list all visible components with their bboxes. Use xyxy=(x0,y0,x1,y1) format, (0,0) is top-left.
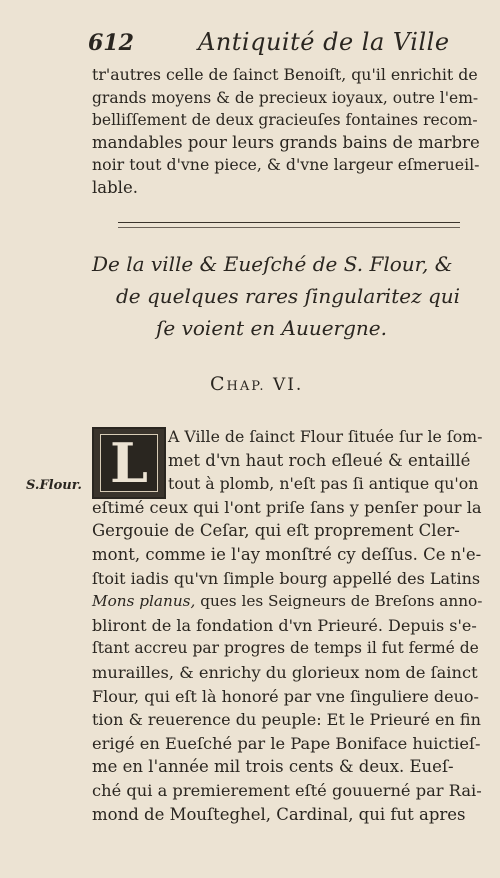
page-header xyxy=(88,22,478,62)
text-line: mandables pour leurs grands bains de marbre xyxy=(92,132,480,152)
text-line: met d'vn haut roch eſleué & entaillé xyxy=(168,450,471,470)
page-number: 612 xyxy=(88,30,134,56)
margin-note: S.Flour. xyxy=(26,478,82,493)
text-line: lable. xyxy=(92,177,138,197)
text-line: erigé en Eueſché par le Pape Boniface huictieſ- xyxy=(92,733,481,753)
text-line: mont, comme ie l'ay monſtré cy deſſus. Ce n'e- xyxy=(92,544,482,564)
section-divider-thin xyxy=(118,227,460,228)
text-line: belliſſement de deux gracieuſes fontaines recom- xyxy=(92,111,478,130)
title-line: de quelques rares ſingularitez qui xyxy=(116,284,461,308)
chapter-heading xyxy=(210,373,303,395)
chapter-initial: C xyxy=(210,373,227,395)
drop-cap-letter: L xyxy=(100,434,158,492)
text-line: ché qui a premierement eſté gouuerné par Rai- xyxy=(92,780,482,800)
text-line: Flour, qui eſt là honoré par vne ſinguliere deuo- xyxy=(92,686,479,706)
latin-phrase: Mons planus, xyxy=(92,592,196,611)
section-divider xyxy=(118,222,460,223)
text-line: grands moyens & de precieux ioyaux, outre l'em- xyxy=(92,88,479,107)
text-line: Gergouie de Ceſar, qui eſt proprement Cler- xyxy=(92,521,460,541)
text-line: noir tout d'vne piece, & d'vne largeur eſmerueil- xyxy=(92,155,480,175)
title-line: ſe voient en Auuergne. xyxy=(156,316,387,340)
text-line: bliront de la fondation d'vn Prieuré. Depuis s'e- xyxy=(92,615,477,635)
chapter-word: HAP. xyxy=(226,379,266,394)
text-line: eſtimé ceux qui l'ont priſe ſans y penſer pour la xyxy=(92,497,482,517)
text-line: ſtoit iadis qu'vn ſimple bourg appellé des Latins xyxy=(92,568,481,588)
text-line: A Ville de ſainct Flour ſituée ſur le ſom- xyxy=(168,427,483,446)
text-line: mond de Mouſteghel, Cardinal, qui fut apres xyxy=(92,804,466,824)
section-title xyxy=(92,248,484,344)
text-line: murailles, & enrichy du glorieux nom de ſainct xyxy=(92,662,478,682)
chapter-number: VI. xyxy=(272,375,304,395)
text-line: tion & reuerence du peuple: Et le Prieuré en fin xyxy=(92,710,481,730)
text-line-rest: ques les Seigneurs de Breſons anno- xyxy=(200,592,483,611)
previous-chapter-text xyxy=(92,64,480,200)
text-line: tout à plomb, n'eſt pas ſi antique qu'on xyxy=(168,474,479,494)
chapter-body-text xyxy=(92,425,482,826)
text-line xyxy=(92,590,482,614)
text-line: tr'autres celle de ſainct Benoiſt, qu'il enrichit de xyxy=(92,65,478,84)
text-line: me en l'année mil trois cents & deux. Eueſ- xyxy=(92,757,454,777)
text-line: ſtant accreu par progres de temps il fut fermé de xyxy=(92,639,479,658)
title-line: De la ville & Eueſché de S. Flour, & xyxy=(92,252,453,276)
running-head: Antiquité de la Ville xyxy=(198,28,450,56)
